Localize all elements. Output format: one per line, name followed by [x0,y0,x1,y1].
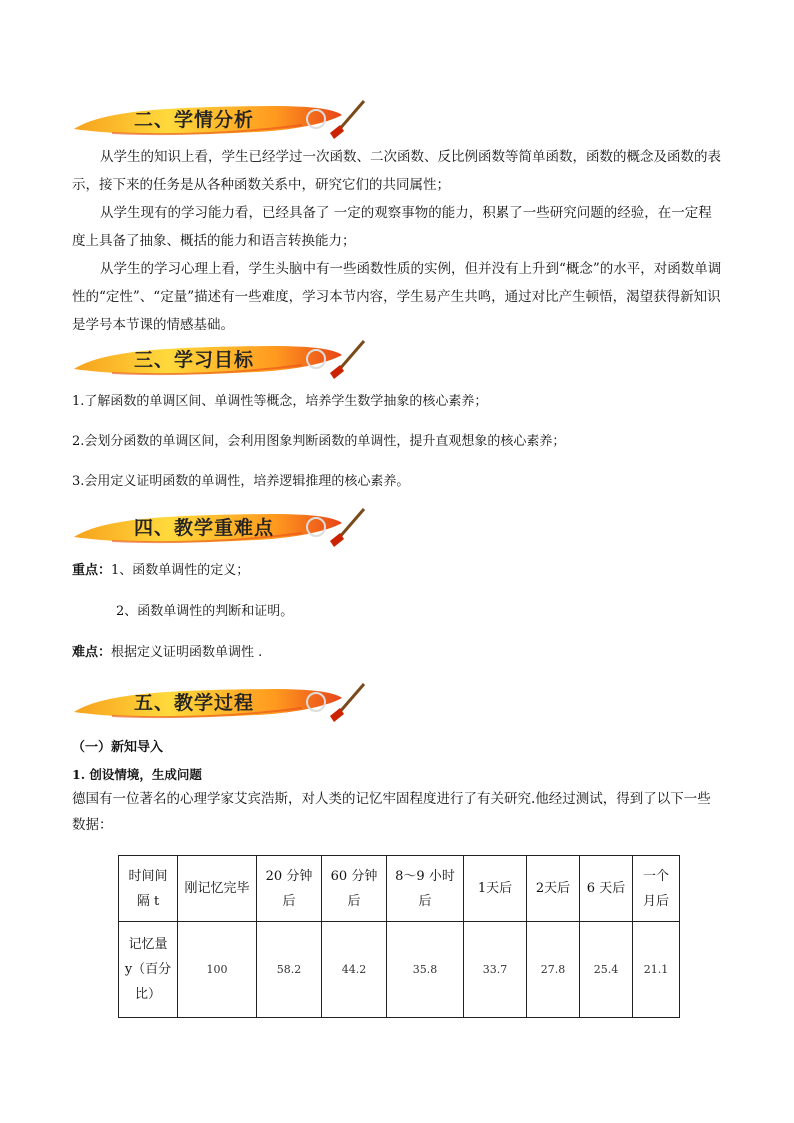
section-banner [72,335,372,383]
table-cell: 8～9 小时后 [387,856,464,922]
table-cell: 1天后 [464,856,527,922]
subsection-heading: （一）新知导入 [72,740,164,755]
section-banner [72,95,372,143]
table-cell: 一个月后 [633,856,680,922]
section-title: 三、学习目标 [134,349,255,371]
table-cell: 25.4 [580,922,633,1018]
table-header-row [119,856,680,922]
intro-paragraph: 德国有一位著名的心理学家艾宾浩斯，对人类的记忆牢固程度进行了有关研究.他经过测试，得到了以下一些数据： [72,791,711,833]
section-title: 五、教学过程 [134,692,255,714]
table-cell: 44.2 [322,922,387,1018]
section-title: 二、学情分析 [134,109,255,131]
table-cell: 2天后 [527,856,580,922]
goal-item: 1.了解函数的单调区间、单调性等概念，培养学生数学抽象的核心素养； [72,394,488,409]
table-cell: 6 天后 [580,856,633,922]
table-cell: 刚记忆完毕 [178,856,257,922]
analysis-paragraph-3: 从学生的学习心理上看，学生头脑中有一些函数性质的实例，但并没有上升到“概念”的水平，对函数单调性的“定性”、“定量”描述有一些难度，学习本节内容，学生易产生共鸣，通过对比产生顿悟，渴望获得新知识是学号本节课的情感基础。 [72,261,722,333]
goal-item: 2.会划分函数的单调区间，会利用图象判断函数的单调性，提升直观想象的核心素养； [72,434,566,449]
section-banner [72,678,372,726]
difficult-label: 难点： [72,645,112,660]
key-point-line [72,559,249,578]
table-cell: 21.1 [633,922,680,1018]
section-title: 四、教学重难点 [134,517,275,539]
key-point-2: 2、函数单调性的判断和证明。 [116,604,294,619]
analysis-paragraph-1: 从学生的知识上看，学生已经学过一次函数、二次函数、反比例函数等简单函数，函数的概念及函数的表示，接下来的任务是从各种函数关系中，研究它们的共同属性； [72,149,721,193]
section-banner [72,503,372,551]
table-cell: 58.2 [257,922,322,1018]
key-point-1: 1、函数单调性的定义； [111,563,250,578]
table-cell: 20 分钟后 [257,856,322,922]
goal-item: 3.会用定义证明函数的单调性，培养逻辑推理的核心素养。 [72,474,410,489]
table-cell: 35.8 [387,922,464,1018]
table-cell: 100 [178,922,257,1018]
analysis-paragraph-2: 从学生现有的学习能力看，已经具备了 一定的观察事物的能力，积累了一些研究问题的经验，在一定程度上具备了抽象、概括的能力和语言转换能力； [72,205,712,249]
key-label: 重点： [72,563,112,578]
difficult-point-line [72,641,262,660]
table-cell: 60 分钟后 [322,856,387,922]
table-cell: 时间间隔 t [119,856,178,922]
table-row [119,922,680,1018]
difficult-point: 根据定义证明函数单调性 . [111,645,263,660]
memory-data-table [118,855,680,1018]
table-cell: 27.8 [527,922,580,1018]
subsection-step: 1. 创设情境，生成问题 [72,767,202,782]
table-cell: 33.7 [464,922,527,1018]
table-cell: 记忆量 y（百分比） [119,922,178,1018]
